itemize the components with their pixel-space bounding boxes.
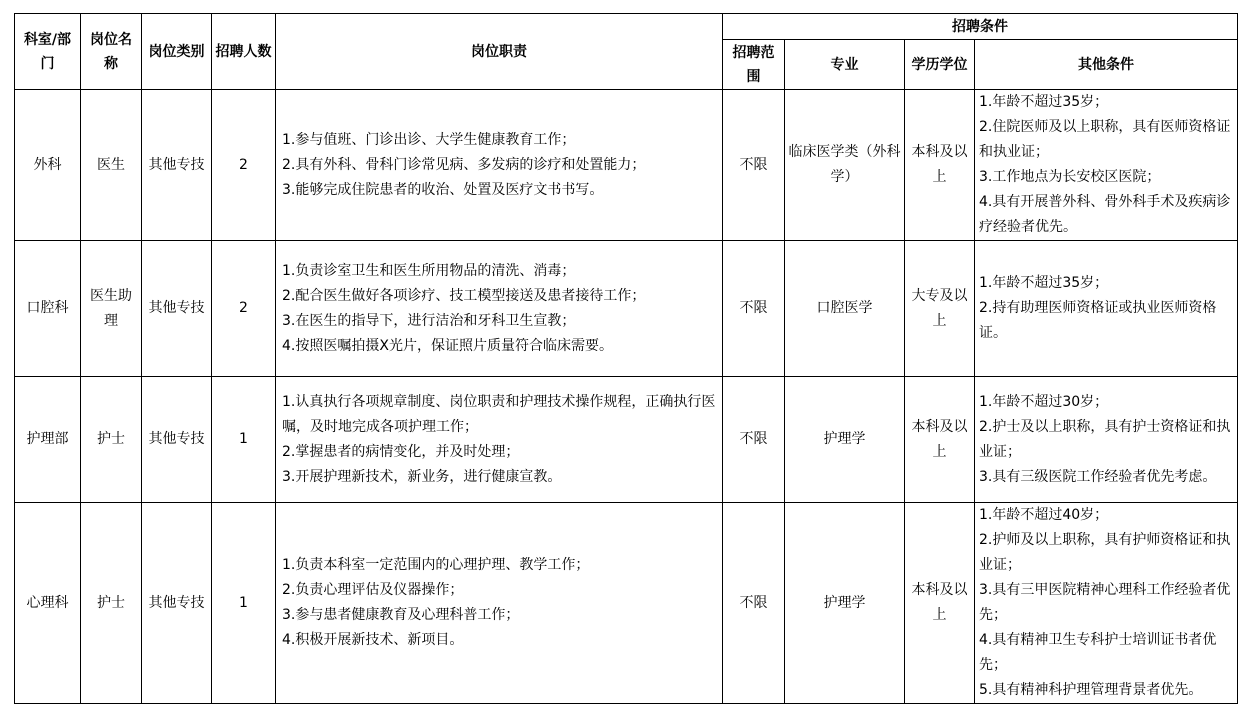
table-body bbox=[15, 90, 1238, 704]
cell-other-line: 4.具有开展普外科、骨外科手术及疾病诊疗经验者优先。 bbox=[979, 194, 1231, 235]
cell-count: 2 bbox=[212, 90, 276, 241]
cell-scope: 不限 bbox=[723, 377, 785, 503]
cell-scope: 不限 bbox=[723, 90, 785, 241]
cell-post-type: 其他专技 bbox=[142, 503, 212, 704]
cell-scope: 不限 bbox=[723, 241, 785, 377]
cell-duties-line: 2.负责心理评估及仪器操作； bbox=[282, 582, 464, 598]
cell-post-name: 护士 bbox=[81, 503, 142, 704]
cell-other-line: 1.年龄不超过30岁； bbox=[979, 393, 1109, 410]
cell-other bbox=[975, 90, 1238, 241]
cell-duties-line: 4.按照医嘱拍摄X光片，保证照片质量符合临床需要。 bbox=[282, 337, 613, 354]
cell-count: 1 bbox=[212, 503, 276, 704]
cell-other-line: 4.具有精神卫生专科护士培训证书者优先； bbox=[979, 632, 1217, 673]
cell-other-line: 5.具有精神科护理管理背景者优先。 bbox=[979, 682, 1203, 698]
cell-count: 2 bbox=[212, 241, 276, 377]
cell-dept: 护理部 bbox=[15, 377, 81, 503]
header-duties: 岗位职责 bbox=[276, 14, 723, 90]
cell-duties bbox=[276, 377, 723, 503]
header-count: 招聘人数 bbox=[212, 14, 276, 90]
cell-duties bbox=[276, 503, 723, 704]
cell-education: 本科及以上 bbox=[905, 377, 975, 503]
cell-duties bbox=[276, 241, 723, 377]
cell-duties-line: 3.参与患者健康教育及心理科普工作； bbox=[282, 607, 520, 623]
cell-other-line: 2.护师及以上职称，具有护师资格证和执业证； bbox=[979, 532, 1231, 573]
cell-duties-line: 4.积极开展新技术、新项目。 bbox=[282, 632, 464, 648]
cell-post-name: 医生助理 bbox=[81, 241, 142, 377]
cell-education: 本科及以上 bbox=[905, 503, 975, 704]
cell-duties-line: 1.认真执行各项规章制度、岗位职责和护理技术操作规程，正确执行医嘱，及时地完成各项护理工作； bbox=[282, 393, 716, 435]
cell-other-line: 2.住院医师及以上职称，具有医师资格证和执业证； bbox=[979, 119, 1231, 160]
header-post-name: 岗位名称 bbox=[81, 14, 142, 90]
cell-duties-line: 1.负责诊室卫生和医生所用物品的清洗、消毒； bbox=[282, 262, 576, 279]
cell-post-type: 其他专技 bbox=[142, 241, 212, 377]
header-other: 其他条件 bbox=[975, 40, 1238, 90]
cell-duties-line: 1.参与值班、门诊出诊、大学生健康教育工作； bbox=[282, 131, 576, 148]
cell-duties-line: 2.配合医生做好各项诊疗、技工模型接送及患者接待工作； bbox=[282, 287, 646, 304]
cell-other bbox=[975, 241, 1238, 377]
cell-education: 本科及以上 bbox=[905, 90, 975, 241]
cell-other-line: 3.工作地点为长安校区医院； bbox=[979, 169, 1161, 185]
cell-other-line: 3.具有三甲医院精神心理科工作经验者优先； bbox=[979, 582, 1231, 623]
table-row bbox=[15, 377, 1238, 503]
cell-count: 1 bbox=[212, 377, 276, 503]
header-scope: 招聘范围 bbox=[723, 40, 785, 90]
header-major: 专业 bbox=[785, 40, 905, 90]
cell-major: 护理学 bbox=[785, 377, 905, 503]
cell-major: 临床医学类（外科学） bbox=[785, 90, 905, 241]
table-row bbox=[15, 503, 1238, 704]
header-dept: 科室/部门 bbox=[15, 14, 81, 90]
table-row bbox=[15, 90, 1238, 241]
recruitment-table bbox=[14, 13, 1238, 704]
cell-duties-line: 1.负责本科室一定范围内的心理护理、教学工作； bbox=[282, 557, 590, 573]
header-post-type: 岗位类别 bbox=[142, 14, 212, 90]
cell-education: 大专及以上 bbox=[905, 241, 975, 377]
cell-major: 护理学 bbox=[785, 503, 905, 704]
cell-other-line: 1.年龄不超过35岁； bbox=[979, 275, 1109, 291]
cell-other-line: 2.持有助理医师资格证或执业医师资格证。 bbox=[979, 300, 1217, 341]
cell-post-type: 其他专技 bbox=[142, 377, 212, 503]
header-education: 学历学位 bbox=[905, 40, 975, 90]
cell-duties-line: 2.具有外科、骨科门诊常见病、多发病的诊疗和处置能力； bbox=[282, 156, 646, 173]
header-conditions-group: 招聘条件 bbox=[723, 14, 1238, 40]
cell-duties-line: 3.开展护理新技术，新业务，进行健康宣教。 bbox=[282, 468, 562, 485]
cell-other-line: 2.护士及以上职称，具有护士资格证和执业证； bbox=[979, 418, 1231, 460]
cell-duties-line: 3.能够完成住院患者的收治、处置及医疗文书书写。 bbox=[282, 181, 604, 198]
cell-other-line: 1.年龄不超过40岁； bbox=[979, 507, 1109, 523]
cell-other bbox=[975, 503, 1238, 704]
cell-dept: 心理科 bbox=[15, 503, 81, 704]
cell-other bbox=[975, 377, 1238, 503]
cell-post-name: 护士 bbox=[81, 377, 142, 503]
cell-post-name: 医生 bbox=[81, 90, 142, 241]
cell-dept: 外科 bbox=[15, 90, 81, 241]
cell-dept: 口腔科 bbox=[15, 241, 81, 377]
cell-post-type: 其他专技 bbox=[142, 90, 212, 241]
cell-major: 口腔医学 bbox=[785, 241, 905, 377]
cell-duties-line: 2.掌握患者的病情变化，并及时处理； bbox=[282, 443, 520, 460]
cell-other-line: 1.年龄不超过35岁； bbox=[979, 94, 1109, 110]
cell-other-line: 3.具有三级医院工作经验者优先考虑。 bbox=[979, 468, 1217, 485]
cell-duties-line: 3.在医生的指导下，进行洁治和牙科卫生宣教； bbox=[282, 312, 576, 329]
cell-duties bbox=[276, 90, 723, 241]
table-row bbox=[15, 241, 1238, 377]
cell-scope: 不限 bbox=[723, 503, 785, 704]
